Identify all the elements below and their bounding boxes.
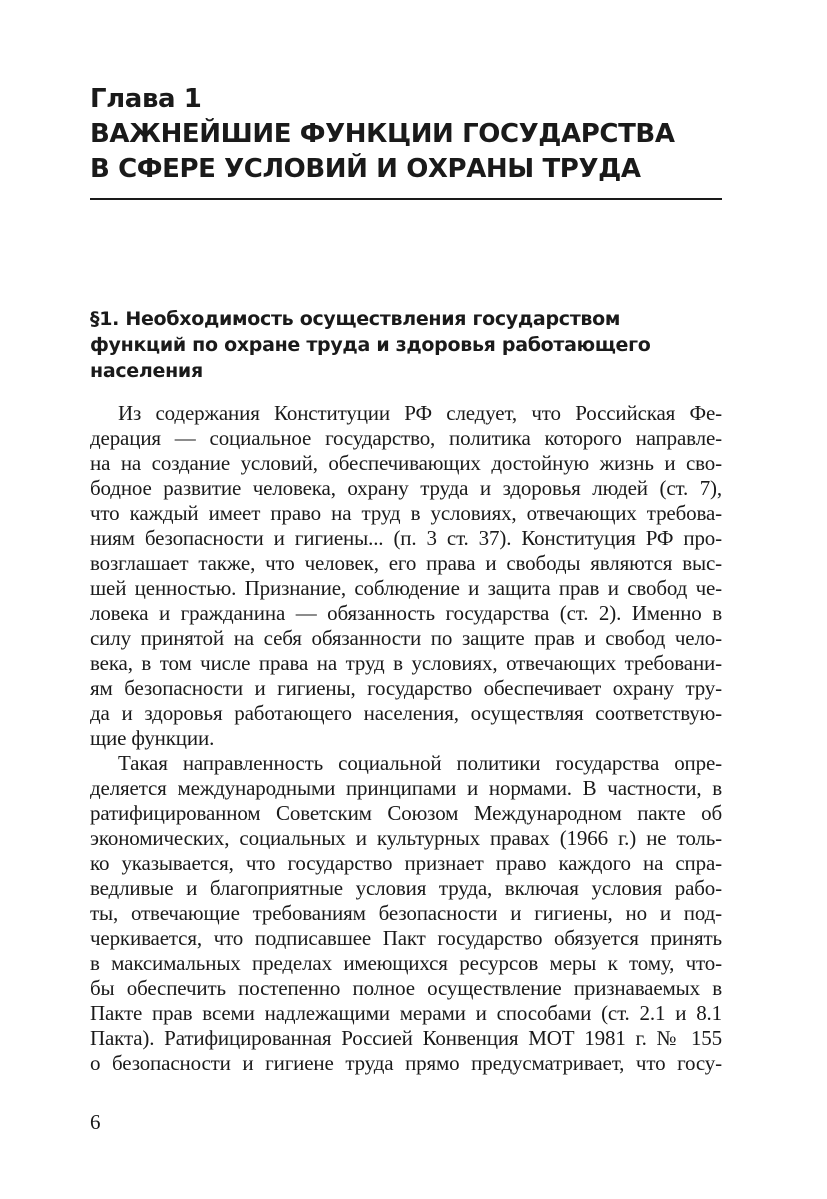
text-line: экономических, социальных и культурных правах (1966 г.) не толь-	[90, 826, 722, 850]
text-line: ты, отвечающие требованиям безопасности и гигиены, но и под-	[90, 901, 722, 925]
text-line: на на создание условий, обеспечивающих достойную жизнь и сво-	[90, 451, 722, 475]
text-line: ниям безопасности и гигиены... (п. 3 ст. 37). Конституция РФ про-	[90, 526, 722, 550]
text-line: щие функции.	[90, 726, 215, 750]
chapter-title-line: В СФЕРЕ УСЛОВИЙ И ОХРАНЫ ТРУДА	[90, 154, 641, 184]
text-line: что каждый имеет право на труд в условиях, отвечающих требова-	[90, 501, 722, 525]
section-heading	[90, 306, 722, 384]
chapter-divider	[90, 198, 722, 200]
text-line: ловека и гражданина — обязанность государства (ст. 2). Именно в	[90, 601, 722, 625]
text-line: Из содержания Конституции РФ следует, что Российская Фе-	[118, 401, 722, 425]
text-line: ям безопасности и гигиены, государство обеспечивает охрану тру-	[90, 676, 722, 700]
text-line: деляется международными принципами и нормами. В частности, в	[90, 776, 722, 800]
chapter-title	[90, 117, 722, 187]
chapter-title-line: ВАЖНЕЙШИЕ ФУНКЦИИ ГОСУДАРСТВА	[90, 119, 675, 149]
text-line: да и здоровья работающего населения, осуществляя соответствую-	[90, 701, 722, 725]
text-line: о безопасности и гигиене труда прямо предусматривает, что госу-	[90, 1051, 722, 1075]
section-heading-line: функций по охране труда и здоровья работающего	[90, 334, 651, 356]
text-line: бодное развитие человека, охрану труда и здоровья людей (ст. 7),	[90, 476, 722, 500]
text-line: черкивается, что подписавшее Пакт государство обязуется принять	[90, 926, 722, 950]
text-line: Такая направленность социальной политики государства опре-	[118, 751, 722, 775]
page-number: 6	[90, 1110, 101, 1134]
text-line: ко указывается, что государство признает право каждого на спра-	[90, 851, 722, 875]
text-line: силу принятой на себя обязанности по защите прав и свобод чело-	[90, 626, 722, 650]
body-text	[90, 401, 722, 1076]
paragraph	[90, 401, 722, 751]
page-content	[90, 82, 722, 1076]
text-line: дерация — социальное государство, политика которого направле-	[90, 426, 722, 450]
text-line: в максимальных пределах имеющихся ресурсов меры к тому, что-	[90, 951, 722, 975]
text-line: шей ценностью. Признание, соблюдение и защита прав и свобод че-	[90, 576, 722, 600]
text-line: возглашает также, что человек, его права и свободы являются выс-	[90, 551, 722, 575]
text-line: ведливые и благоприятные условия труда, включая условия рабо-	[90, 876, 722, 900]
text-line: бы обеспечить постепенно полное осуществление признаваемых в	[90, 976, 722, 1000]
chapter-label: Глава 1	[90, 84, 202, 114]
text-line: Пакте прав всеми надлежащими мерами и способами (ст. 2.1 и 8.1	[90, 1001, 722, 1025]
text-line: Пакта). Ратифицированная Россией Конвенция МОТ 1981 г. № 155	[90, 1026, 722, 1050]
text-line: ратифицированном Советским Союзом Международном пакте об	[90, 801, 722, 825]
section-heading-line: населения	[90, 360, 203, 382]
paragraph	[90, 751, 722, 1076]
text-line: века, в том числе права на труд в условиях, отвечающих требовани-	[90, 651, 722, 675]
section-heading-line: §1. Необходимость осуществления государством	[90, 308, 621, 330]
